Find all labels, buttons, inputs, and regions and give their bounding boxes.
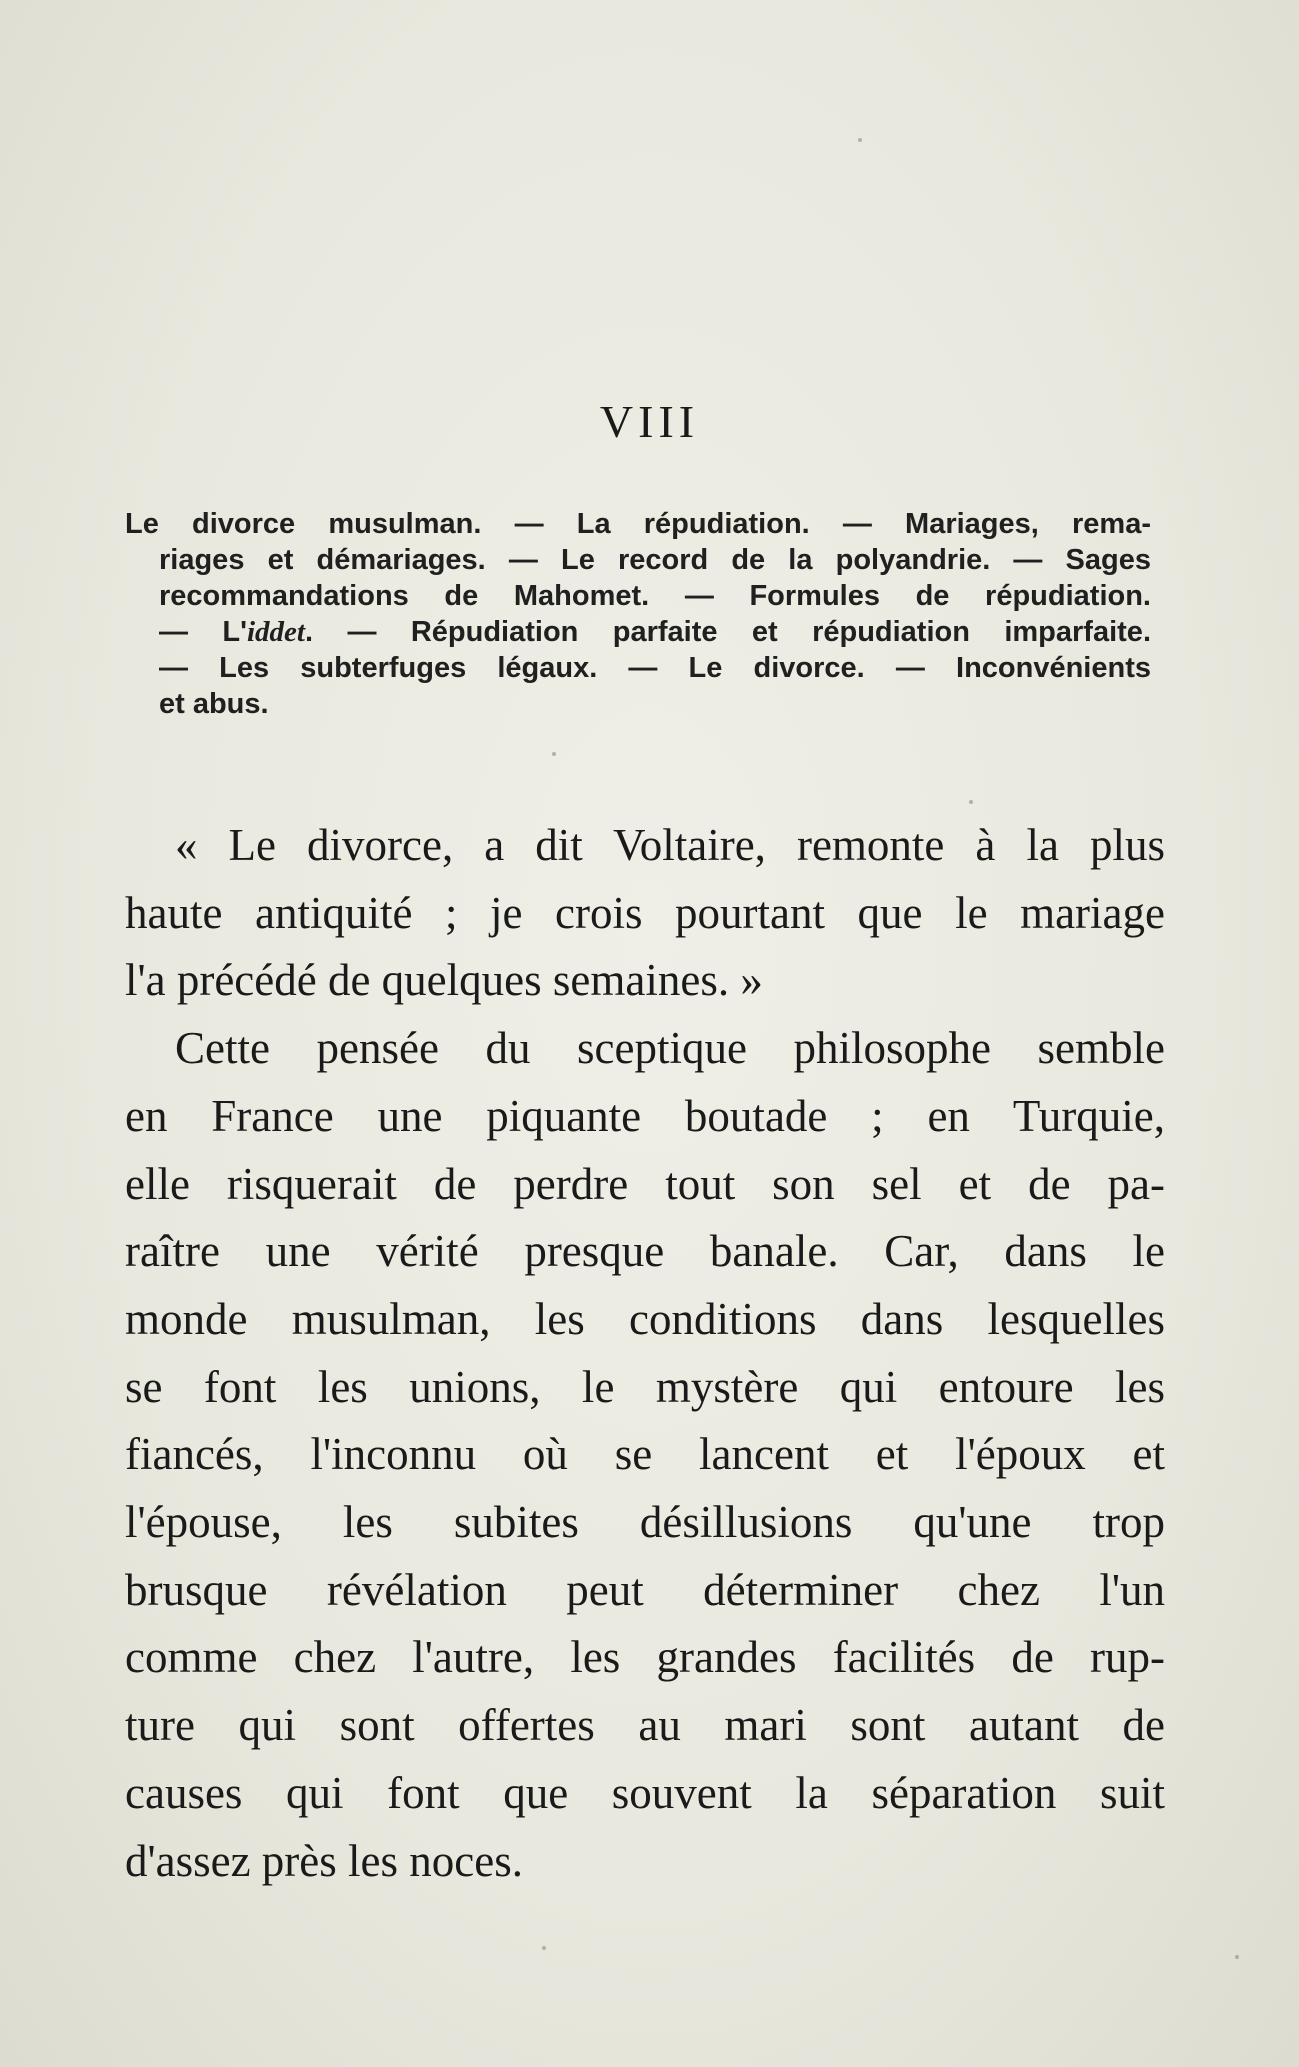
text-line: l'a précédé de quelques semaines. »: [125, 955, 763, 1006]
paper-speck: [552, 752, 556, 756]
text-line: haute antiquité ; je crois pourtant que le mariage: [125, 887, 1165, 938]
summary-line: recommandations de Mahomet. — Formules de répudiation.: [159, 580, 1151, 612]
text-line: fiancés, l'inconnu où se lancent et l'époux et: [125, 1429, 1165, 1480]
text-line: se font les unions, le mystère qui entoure les: [125, 1361, 1165, 1412]
chapter-summary: [125, 506, 1151, 722]
text-line: en France une piquante boutade ; en Turquie,: [125, 1090, 1165, 1141]
summary-italic-term: iddet: [247, 616, 305, 648]
text-line: ture qui sont offertes au mari sont autant de: [125, 1700, 1165, 1751]
chapter-body: [125, 812, 1165, 1895]
paper-speck: [1235, 1955, 1239, 1959]
summary-line: riages et démariages. — Le record de la polyandrie. — Sages: [159, 544, 1151, 576]
text-line: d'assez près les noces.: [125, 1835, 523, 1886]
text-line: l'épouse, les subites désillusions qu'une trop: [125, 1497, 1165, 1548]
summary-line: et abus.: [159, 688, 269, 720]
summary-line: Le divorce musulman. — La répudiation. — Mariages, rema-: [125, 508, 1151, 540]
text-line: raître une vérité presque banale. Car, dans le: [125, 1226, 1165, 1277]
text-line: comme chez l'autre, les grandes facilités de rup-: [125, 1632, 1165, 1683]
summary-line: [125, 614, 1151, 650]
text-line: causes qui font que souvent la séparation suit: [125, 1767, 1165, 1818]
paper-speck: [969, 800, 973, 804]
paragraph-voltaire-quote: [125, 812, 1165, 1015]
text-line: Cette pensée du sceptique philosophe semble: [175, 1023, 1165, 1074]
summary-text: . —: [305, 616, 411, 648]
paper-speck: [858, 138, 862, 142]
chapter-number: VIII: [599, 396, 700, 447]
paragraph-commentary: [125, 1015, 1165, 1895]
summary-text: Répudiation parfaite et répudiation imparfaite.: [410, 616, 1151, 648]
summary-line: — Les subterfuges légaux. — Le divorce. — Inconvénients: [159, 652, 1151, 684]
text-line: elle risquerait de perdre tout son sel et de pa-: [125, 1158, 1165, 1209]
text-line: « Le divorce, a dit Voltaire, remonte à la plus: [175, 820, 1165, 870]
text-line: monde musulman, les conditions dans lesquelles: [125, 1293, 1165, 1344]
text-line: brusque révélation peut déterminer chez l'un: [125, 1564, 1165, 1615]
summary-text: — L': [159, 616, 247, 648]
paper-speck: [542, 1946, 546, 1950]
